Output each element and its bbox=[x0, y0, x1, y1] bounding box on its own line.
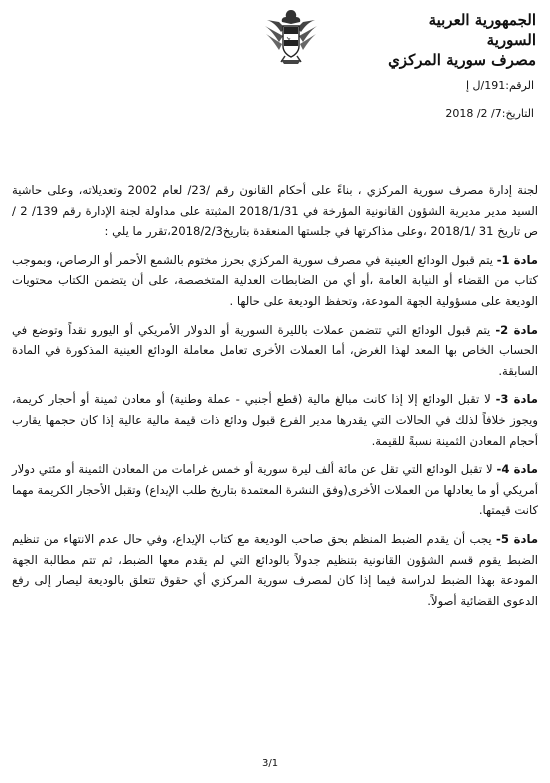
letterhead-bank: مصرف سورية المركزي bbox=[388, 51, 536, 69]
article-text: لا تقبل الودائع إلا إذا كانت مبالغ مالية (قطع أجنبي - عملة وطنية) أو معادن ثمينة أو أحجار كريمة، ويجوز خلافاً لذلك في الحالات التي يقدرها مدير الفرع قبول ودائع ذات قيمة مالية عالية إذا كان حجمها يقارب أحجام المعادن الثمينة نسبةً للقيمة. bbox=[12, 392, 538, 448]
reference-date: التاريخ:7/ 2/ 2018 bbox=[445, 107, 534, 120]
article-text: لا تقبل الودائع التي تقل عن مائة ألف ليرة سورية أو خمس غرامات من المعادن الثمينة أو مئتي دولار أمريكي أو ما يعادلها من العملات الأخرى(وفق النشرة المعتمدة بتاريخ طلب الإيداع) وتقبل الأحجار الكريمة مهما كانت قيمتها. bbox=[12, 462, 538, 518]
reference-block bbox=[430, 78, 534, 122]
article-5 bbox=[12, 529, 538, 611]
reference-number: الرقم:191/ل إ bbox=[465, 79, 534, 92]
article-1 bbox=[12, 250, 538, 312]
article-label: مادة 3- bbox=[495, 392, 538, 407]
article-4 bbox=[12, 459, 538, 521]
decision-body bbox=[12, 180, 538, 611]
article-text: يتم قبول الودائع العينية في مصرف سورية المركزي بحرز مختوم بالشمع الأحمر أو الرصاص، وبموجب كتاب من القضاء أو النيابة العامة ،أو أي من الضابطات العدلية المتخصصة، على أن يتضمن الكتاب محتويات الوديعة على مسؤولية الجهة المودعة، وتحفظ الوديعة على حالها . bbox=[12, 252, 538, 308]
page-number: 3/1 bbox=[262, 758, 279, 769]
intro-paragraph: لجنة إدارة مصرف سورية المركزي ، بناءً على أحكام القانون رقم /23/ لعام 2002 وتعديلاته، وعلى حاشية السيد مدير مديرية الشؤون القانونية المؤرخة في 2018/1/31 المثبتة على مداولة لجنة الإدارة رقم 139/ 2 /ص تاريخ 31 /2018/1 ،وعلى مذاكرتها في جلستها المنعقدة بتاريخ2018/2/3،تقرر ما يلي : bbox=[12, 183, 538, 239]
article-label: مادة 5- bbox=[496, 531, 538, 546]
article-label: مادة 4- bbox=[496, 462, 538, 477]
article-3 bbox=[12, 389, 538, 451]
article-text: يتم قبول الودائع التي تتضمن عملات بالليرة السورية أو الدولار الأمريكي أو اليورو نقداً وتوضع في الحساب الخاص بها المعد لهذا الغرض، أما العملات الأخرى تعامل معاملة الودائع العينية المذكورة في المادة السابقة. bbox=[12, 322, 538, 378]
eagle-emblem-icon bbox=[263, 6, 319, 68]
letterhead-country: الجمهورية العربية السورية bbox=[428, 11, 536, 49]
article-label: مادة 1- bbox=[496, 252, 538, 267]
article-text: يجب أن يقدم الضبط المنظم بحق صاحب الوديعة مع كتاب الإيداع، وفي حال عدم الانتهاء من تنظيم الضبط يقوم قسم الشؤون القانونية بتنظيم جدولاً بالودائع التي لم يقدم معها الضبط، ثم تتم مطالبة الجهة المودعة بهذا الضبط لدراسة فيما إذا كان لمصرف سورية المركزي أي حقوق تتعلق بالوديعة ليصار إلى رفع الدعوى القضائية أصولاً. bbox=[12, 531, 538, 608]
article-label: مادة 2- bbox=[495, 322, 538, 337]
letterhead bbox=[376, 10, 536, 70]
article-2 bbox=[12, 320, 538, 382]
